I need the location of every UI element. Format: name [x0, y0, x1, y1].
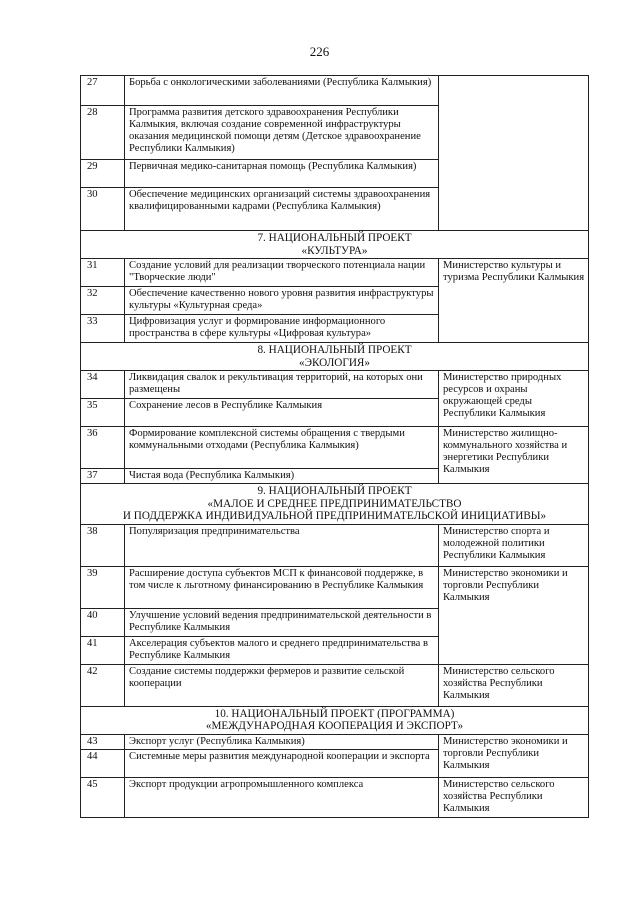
- project-name: Экспорт продукции агропромышленного комплекса: [125, 777, 439, 817]
- section-line: 9. НАЦИОНАЛЬНЫЙ ПРОЕКТ: [257, 485, 412, 497]
- section-line: 10. НАЦИОНАЛЬНЫЙ ПРОЕКТ (ПРОГРАММА): [214, 707, 455, 720]
- section-line: «МАЛОЕ И СРЕДНЕЕ ПРЕДПРИНИМАТЕЛЬСТВО: [207, 497, 462, 510]
- project-name: Создание системы поддержки фермеров и развитие сельской кооперации: [125, 664, 439, 706]
- row-number: 41: [81, 636, 125, 664]
- section-line: «КУЛЬТУРА»: [301, 244, 368, 257]
- project-name: Сохранение лесов в Республике Калмыкия: [125, 399, 439, 427]
- row-number: 42: [81, 664, 125, 706]
- project-name: Цифровизация услуг и формирование информационного пространства в сфере культуры «Цифровая культура»: [125, 315, 439, 343]
- section-title: [81, 343, 589, 371]
- table-row: [81, 734, 589, 749]
- row-number: 43: [81, 734, 125, 749]
- row-number: 39: [81, 566, 125, 608]
- page-number: 226: [309, 44, 330, 59]
- project-name: Обеспечение медицинских организаций системы здравоохранения квалифицированными кадрами (Республика Калмыкия): [125, 188, 439, 231]
- row-number: 36: [81, 427, 125, 469]
- row-number: 44: [81, 749, 125, 777]
- responsible-ministry: Министерство экономики и торговли Республики Калмыкия: [439, 734, 589, 777]
- row-number: 38: [81, 524, 125, 566]
- section-header: [81, 343, 589, 371]
- project-name: Чистая вода (Республика Калмыкия): [125, 469, 439, 484]
- table-row: [81, 566, 589, 608]
- responsible-ministry: Министерство спорта и молодежной политики Республики Калмыкия: [439, 524, 589, 566]
- project-name: Улучшение условий ведения предпринимательской деятельности в Республике Калмыкия: [125, 608, 439, 636]
- responsible-ministry: Министерство сельского хозяйства Республики Калмыкия: [439, 777, 589, 817]
- section-header: [81, 484, 589, 525]
- project-name: Формирование комплексной системы обращения с твердыми коммунальными отходами (Республика Калмыкия): [125, 427, 439, 469]
- responsible-ministry: Министерство жилищно-коммунального хозяйства и энергетики Республики Калмыкия: [439, 427, 589, 484]
- table-row: [81, 524, 589, 566]
- project-name: Акселерация субъектов малого и среднего предпринимательства в Республике Калмыкия: [125, 636, 439, 664]
- section-line: 8. НАЦИОНАЛЬНЫЙ ПРОЕКТ: [257, 344, 412, 356]
- project-name: Обеспечение качественно нового уровня развития инфраструктуры культуры «Культурная среда»: [125, 287, 439, 315]
- project-name: Популяризация предпринимательства: [125, 524, 439, 566]
- row-number: 31: [81, 259, 125, 287]
- project-name: Экспорт услуг (Республика Калмыкия): [125, 734, 439, 749]
- project-name: Борьба с онкологическими заболеваниями (Республика Калмыкия): [125, 76, 439, 106]
- project-name: Первичная медико-санитарная помощь (Республика Калмыкия): [125, 160, 439, 188]
- section-line: 7. НАЦИОНАЛЬНЫЙ ПРОЕКТ: [257, 232, 412, 244]
- table-row: [81, 259, 589, 287]
- table-row: [81, 76, 589, 106]
- row-number: 30: [81, 188, 125, 231]
- responsible-ministry: Министерство культуры и туризма Республики Калмыкия: [439, 259, 589, 343]
- projects-table: [80, 75, 589, 818]
- row-number: 35: [81, 399, 125, 427]
- table-row: [81, 777, 589, 817]
- section-line: «ЭКОЛОГИЯ»: [299, 356, 370, 369]
- responsible-ministry: Министерство сельского хозяйства Республики Калмыкия: [439, 664, 589, 706]
- row-number: 32: [81, 287, 125, 315]
- section-title: [81, 231, 589, 259]
- section-title: [81, 706, 589, 734]
- row-number: 37: [81, 469, 125, 484]
- project-name: Создание условий для реализации творческого потенциала нации "Творческие люди": [125, 259, 439, 287]
- row-number: 40: [81, 608, 125, 636]
- section-line: И ПОДДЕРЖКА ИНДИВИДУАЛЬНОЙ ПРЕДПРИНИМАТЕЛЬСКОЙ ИНИЦИАТИВЫ»: [122, 510, 547, 522]
- project-name: Программа развития детского здравоохранения Республики Калмыкия, включая создание современной инфраструктуры оказания медицинской помощи детям (Детское здравоохранение Республики Калмыкия): [125, 106, 439, 160]
- row-number: 29: [81, 160, 125, 188]
- responsible-ministry: Министерство экономики и торговли Республики Калмыкия: [439, 566, 589, 664]
- section-header: [81, 706, 589, 734]
- row-number: 27: [81, 76, 125, 106]
- row-number: 28: [81, 106, 125, 160]
- row-number: 45: [81, 777, 125, 817]
- table-row: [81, 664, 589, 706]
- section-header: [81, 231, 589, 259]
- responsible-cell: [439, 76, 589, 231]
- section-title: [81, 484, 589, 525]
- table-row: [81, 427, 589, 469]
- project-name: Системные меры развития международной кооперации и экспорта: [125, 749, 439, 777]
- project-name: Ликвидация свалок и рекультивация территорий, на которых они размещены: [125, 371, 439, 399]
- responsible-ministry: Министерство природных ресурсов и охраны окружающей среды Республики Калмыкия: [439, 371, 589, 427]
- section-line: «МЕЖДУНАРОДНАЯ КООПЕРАЦИЯ И ЭКСПОРТ»: [205, 720, 464, 732]
- project-name: Расширение доступа субъектов МСП к финансовой поддержке, в том числе к льготному финансированию в Республике Калмыкия: [125, 566, 439, 608]
- table-row: [81, 371, 589, 399]
- row-number: 33: [81, 315, 125, 343]
- row-number: 34: [81, 371, 125, 399]
